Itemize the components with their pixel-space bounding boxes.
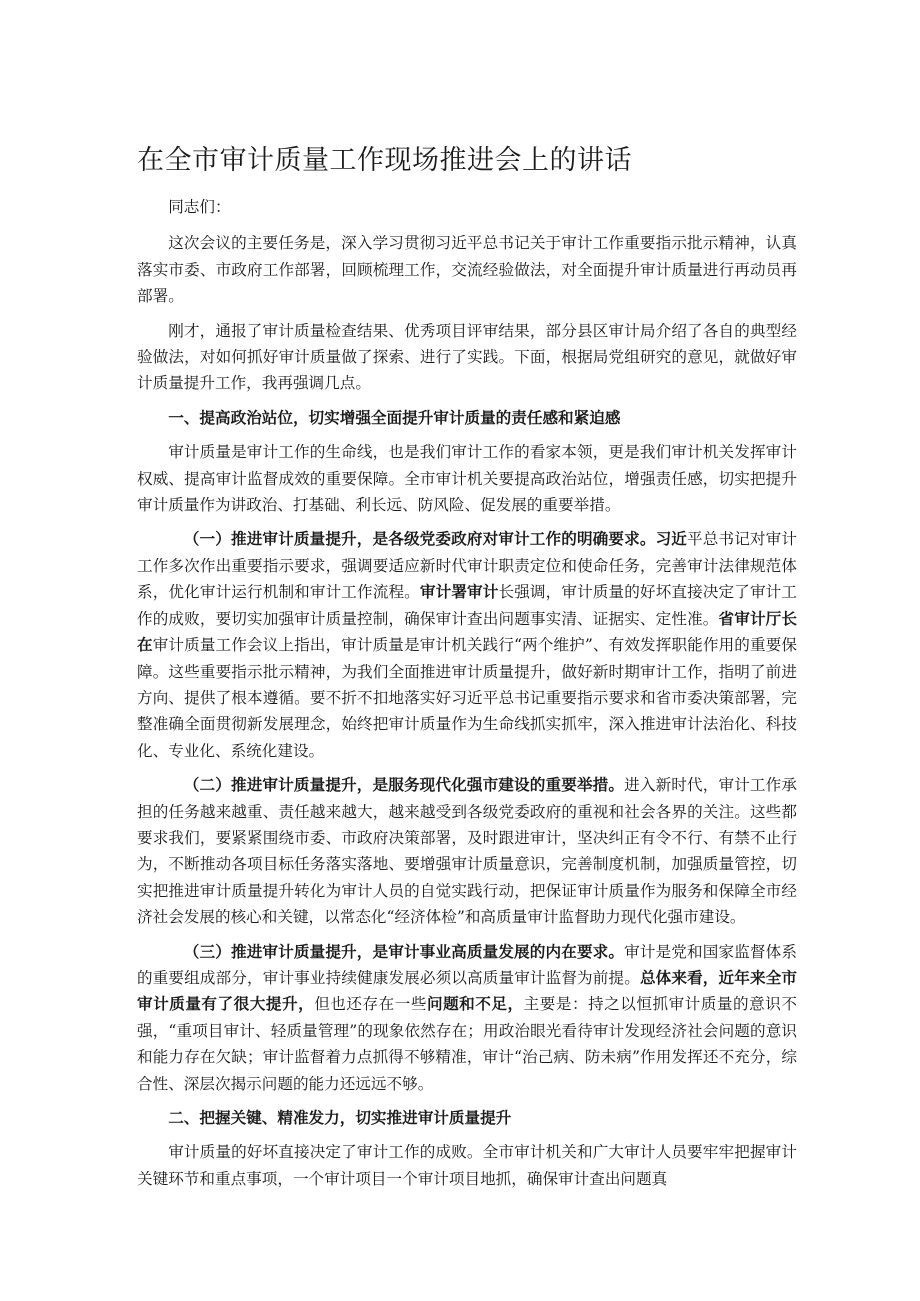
subsection-1-bold-b: 审计署审计: [419, 582, 499, 602]
subsection-1-text-c: 审计质量工作会议上指出，审计质量是审计机关践行“两个维护”、有效发挥职能作用的重要保障。这些重要指示批示精神，为我们全面推进审计质量提升，做好新时期审计工作，指明了前进方向、提供了根本遵循。要不折不扣地落实好习近平总书记重要指示要求和省市委决策部署，完整准确全面贯彻新发展理念，始终把审计质量作为生命线抓实抓牢，深入推进审计法治化、科技化、专业化、系统化建设。: [137, 636, 797, 760]
intro-paragraph-2: 刚才，通报了审计质量检查结果、优秀项目评审结果，部分县区审计局介绍了各自的典型经验做法，对如何抓好审计质量做了探索、进行了实践。下面，根据局党组研究的意见，就做好审计质量提升工作，我再强调几点。: [137, 321, 797, 393]
intro-paragraph-1: 这次会议的主要任务是，深入学习贯彻习近平总书记关于审计工作重要指示批示精神，认真落实市委、市政府工作部署，回顾梳理工作，交流经验做法，对全面提升审计质量进行再动员再部署。: [137, 234, 797, 306]
subsection-1-bold-c: 省审计厅长在: [137, 608, 797, 655]
section-1-heading: 一、提高政治站位，切实增强全面提升审计质量的责任感和紧迫感: [168, 407, 621, 427]
section-2-paragraph: 审计质量的好坏直接决定了审计工作的成败。全市审计机关和广大审计人员要牢牢把握审计关键环节和重点事项，一个审计项目一个审计项目地抓，确保审计查出问题真: [137, 1143, 797, 1188]
document-page: [137, 138, 797, 1200]
subsection-1-bold-a: （一）推进审计质量提升，是各级党委政府对审计工作的明确要求。习近: [183, 529, 688, 549]
salutation: 同志们：: [168, 198, 231, 216]
subsection-3-text-a: 审计是党和国家监督体系的重要组成部分，审计事业持续健康发展必须以高质量审计监督为前提。: [137, 942, 797, 987]
subsection-3-bold-c: 问题和不足，: [426, 994, 524, 1014]
document-title: 在全市审计质量工作现场推进会上的讲话: [137, 145, 632, 176]
subsection-1-paragraph: [137, 526, 797, 764]
subsection-3-paragraph: [137, 939, 797, 1097]
subsection-2-bold-a: （二）推进审计质量提升，是服务现代化强市建设的重要举措。: [183, 775, 625, 795]
subsection-3-text-c: 主要是：持之以恒抓审计质量的意识不强，“重项目审计、轻质量管理”的现象依然存在；用政治眼光看待审计发现经济社会问题的意识和能力存在欠缺；审计监督着力点抓得不够精准，审计“治己病、防未病”作用发挥还不充分，综合性、深层次揭示问题的能力还远远不够。: [137, 995, 797, 1093]
subsection-2-text-a: 进入新时代，审计工作承担的任务越来越重、责任越来越大，越来越受到各级党委政府的重视和社会各界的关注。这些都要求我们，要紧紧围绕市委、市政府决策部署，及时跟进审计，坚决纠正有令不行、有禁不止行为，不断推动各项目标任务落实落地、要增强审计质量意识，完善制度机制，加强质量管控，切实把推进审计质量提升转化为审计人员的自觉实践行动，把保证审计质量作为服务和保障全市经济社会发展的核心和关键，以常态化“经济体检”和高质量审计监督助力现代化强市建设。: [137, 776, 797, 927]
section-2-heading: 二、把握关键、精准发力，切实推进审计质量提升: [168, 1108, 512, 1127]
subsection-1-text-a: 平总书记对审计工作多次作出重要指示要求，强调要适应新时代审计职责定位和使命任务，完善审计法律规范体系，优化审计运行机制和审计工作流程。: [137, 530, 797, 602]
subsection-3-bold-a: （三）推进审计质量提升，是审计事业高质量发展的内在要求。: [183, 941, 625, 961]
section-1-paragraph: 审计质量是审计工作的生命线，也是我们审计工作的看家本领，更是我们审计机关发挥审计权威、提高审计监督成效的重要保障。全市审计机关要提高政治站位，增强责任感，切实把提升审计质量作为讲政治、打基础、利长远、防风险、促发展的重要举措。: [137, 443, 797, 515]
subsection-3-text-b: 但也还存在一些: [314, 995, 427, 1014]
subsection-3-bold-b: 总体来看，近年来全市审计质量有了很大提升，: [137, 967, 797, 1014]
subsection-1-text-b: 长强调，审计质量的好坏直接决定了审计工作的成败，要切实加强审计质量控制，确保审计查出问题事实清、证据实、定性准。: [137, 583, 797, 628]
subsection-2-paragraph: [137, 772, 797, 930]
